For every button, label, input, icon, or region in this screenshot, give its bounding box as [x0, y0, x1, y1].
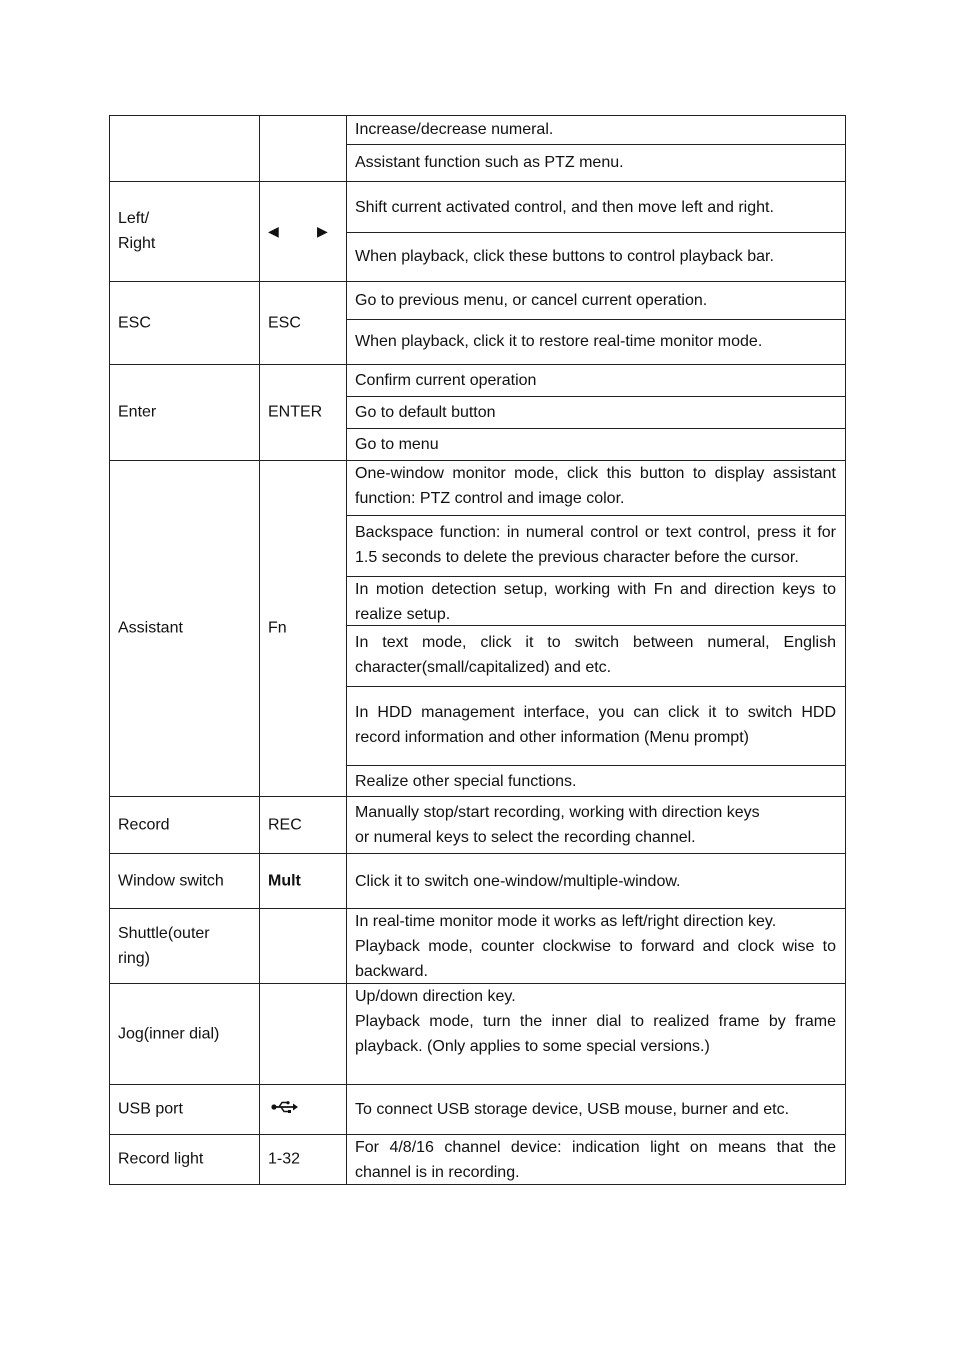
button-name-cell [109, 796, 260, 854]
button-key-cell [259, 796, 347, 854]
function-item [347, 983, 845, 1085]
function-cell [346, 908, 846, 984]
button-key-cell [259, 983, 347, 1085]
function-text: When playback, click it to restore real-time monitor mode. [355, 333, 763, 350]
table-row [109, 796, 846, 854]
button-name-cell [109, 181, 260, 282]
table-row [109, 281, 846, 365]
function-item [347, 364, 845, 397]
function-item [347, 625, 845, 687]
button-key-cell [259, 281, 347, 365]
function-text: Realize other special functions. [355, 773, 577, 790]
function-text: Go to previous menu, or cancel current operation. [355, 292, 708, 309]
function-text: When playback, click these buttons to control playback bar. [355, 248, 774, 265]
function-item [347, 232, 845, 282]
function-text: Assistant function such as PTZ menu. [355, 154, 624, 171]
button-name-cell [109, 115, 260, 182]
function-text: In real-time monitor mode it works as left/right direction key. Playback mode, counter clockwise to forward and clock wise to backward. [355, 913, 836, 980]
button-key-cell [259, 908, 347, 984]
table-row [109, 460, 846, 797]
button-name: Enter [118, 403, 157, 421]
button-name-cell [109, 853, 260, 909]
function-item [347, 460, 845, 516]
button-key-cell [259, 853, 347, 909]
table-row [109, 983, 846, 1085]
function-item [347, 396, 845, 429]
button-key: ENTER [268, 403, 323, 421]
button-name: Assistant [118, 619, 183, 637]
function-cell [346, 983, 846, 1085]
function-item [347, 576, 845, 626]
function-cell [346, 1134, 846, 1185]
button-name: USB port [118, 1100, 183, 1118]
button-name: Jog(inner dial) [118, 1025, 220, 1042]
table-row [109, 1134, 846, 1185]
button-name-cell [109, 908, 260, 984]
table-row [109, 115, 846, 182]
button-name: Shuttle(outer ring) [118, 924, 210, 967]
function-item [347, 853, 845, 909]
button-name-cell [109, 1084, 260, 1135]
button-name: Record light [118, 1150, 204, 1168]
function-cell [346, 796, 846, 854]
function-cell [346, 115, 846, 182]
button-name: Window switch [118, 872, 224, 889]
function-cell [346, 181, 846, 282]
function-text: In text mode, click it to switch between numeral, English character(small/capitalized) and etc. [355, 634, 836, 676]
button-name-cell [109, 281, 260, 365]
button-key: Fn [268, 619, 287, 637]
left-triangle-icon: ◀ [268, 223, 279, 239]
function-item [347, 319, 845, 365]
button-key-cell [259, 1134, 347, 1185]
function-text: Go to default button [355, 404, 496, 421]
function-cell [346, 1084, 846, 1135]
function-cell [346, 460, 846, 797]
function-text: Click it to switch one-window/multiple-window. [355, 873, 681, 890]
function-text: In motion detection setup, working with Fn and direction keys to realize setup. [355, 581, 836, 623]
function-item [347, 796, 845, 854]
button-key: ESC [268, 314, 301, 331]
function-item [347, 765, 845, 797]
function-item [347, 428, 845, 461]
function-text: Confirm current operation [355, 372, 537, 389]
function-text: To connect USB storage device, USB mouse, burner and etc. [355, 1101, 790, 1118]
table-row [109, 853, 846, 909]
button-key: Mult [268, 872, 301, 889]
function-item [347, 181, 845, 233]
function-item [347, 686, 845, 766]
right-triangle-icon: ▶ [317, 223, 328, 239]
function-cell [346, 281, 846, 365]
function-item [347, 115, 845, 145]
button-name: Left/ Right [118, 210, 156, 252]
table-row [109, 908, 846, 984]
function-text: Go to menu [355, 436, 439, 453]
button-key-cell [259, 115, 347, 182]
button-name: ESC [118, 314, 151, 331]
button-function-table [109, 115, 846, 1185]
button-key-cell [259, 460, 347, 797]
table-row [109, 181, 846, 282]
button-name: Record [118, 816, 170, 833]
button-name-cell [109, 983, 260, 1085]
button-key: REC [268, 816, 302, 833]
button-name-cell [109, 1134, 260, 1185]
usb-icon [271, 1100, 299, 1118]
function-item [347, 1084, 845, 1135]
function-item [347, 1134, 845, 1185]
function-item [347, 515, 845, 577]
table-row [109, 1084, 846, 1135]
function-cell [346, 364, 846, 461]
function-text: Shift current activated control, and then move left and right. [355, 199, 774, 216]
function-text: Backspace function: in numeral control or text control, press it for 1.5 seconds to delete the previous character before the cursor. [355, 524, 836, 566]
button-key-cell [259, 181, 347, 282]
function-item [347, 908, 845, 984]
button-key-cell [259, 364, 347, 461]
function-text: Manually stop/start recording, working with direction keys or numeral keys to select the recording channel. [355, 804, 760, 846]
button-name-cell [109, 364, 260, 461]
button-key: 1-32 [268, 1150, 301, 1168]
function-text: Up/down direction key. Playback mode, turn the inner dial to realized frame by frame playback. (Only applies to some special versions.) [355, 988, 836, 1055]
function-text: Increase/decrease numeral. [355, 121, 554, 138]
function-item [347, 144, 845, 182]
table-row [109, 364, 846, 461]
function-item [347, 281, 845, 320]
button-key-cell [259, 1084, 347, 1135]
function-cell [346, 853, 846, 909]
function-text: In HDD management interface, you can click it to switch HDD record information and other information (Menu prompt) [355, 704, 836, 746]
button-name-cell [109, 460, 260, 797]
function-text: For 4/8/16 channel device: indication light on means that the channel is in recording. [355, 1139, 836, 1181]
function-text: One-window monitor mode, click this button to display assistant function: PTZ control and image color. [355, 465, 836, 507]
